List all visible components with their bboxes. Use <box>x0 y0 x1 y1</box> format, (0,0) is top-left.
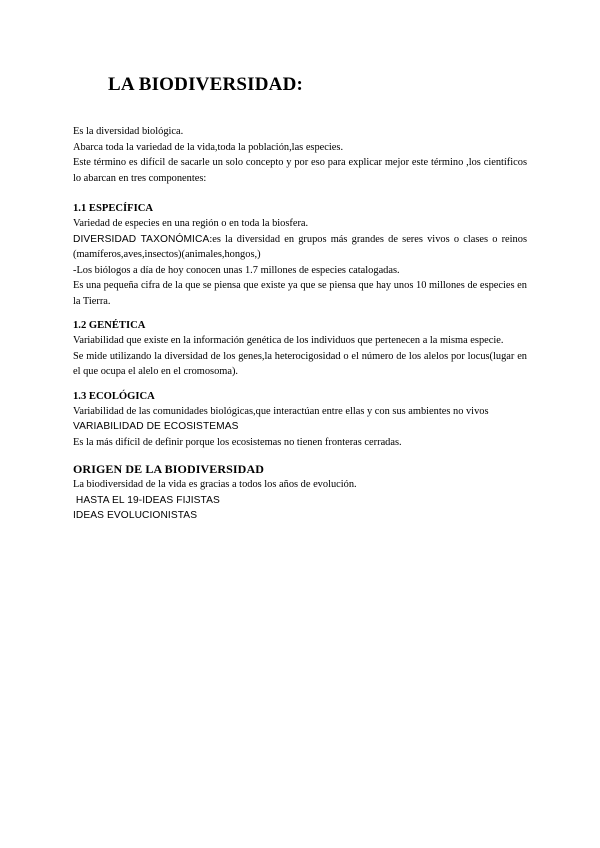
especifica-line-1: Variedad de especies en una región o en toda la biosfera. <box>73 218 309 229</box>
ecologica-line-2: VARIABILIDAD DE ECOSISTEMAS <box>73 421 239 432</box>
especifica-line-3: -Los biólogos a día de hoy conocen unas 1.7 millones de especies catalogadas. <box>73 264 400 276</box>
section-heading-especifica: 1.1 ESPECÍFICA <box>73 203 154 214</box>
origen-line-1: La biodiversidad de la vida es gracias a todos los años de evolución. <box>73 479 357 490</box>
section-heading-genetica: 1.2 GENÉTICA <box>73 320 146 331</box>
section-heading-origen: ORIGEN DE LA BIODIVERSIDAD <box>73 462 264 476</box>
genetica-line-1: Variabilidad que existe en la información genética de los individuos que pertenecen a la misma especie. <box>73 335 504 346</box>
intro-line-components: Este término es difícil de sacarle un solo concepto y por eso para explicar mejor este término ,los científicos lo abarcan en tres componentes: <box>73 157 527 184</box>
intro-line-scope: Abarca toda la variedad de la vida,toda la población,las especies. <box>73 141 344 153</box>
origen-line-2: HASTA EL 19-IDEAS FIJISTAS <box>73 494 220 506</box>
especifica-diversidad-paragraph <box>73 232 527 263</box>
ecologica-line-3: Es la más difícil de definir porque los ecosistemas no tienen fronteras cerradas. <box>73 436 402 448</box>
genetica-line-2: Se mide utilizando la diversidad de los genes,la heterocigosidad o el número de los alelos por locus(lugar en el que ocupa el alelo en el cromosoma). <box>73 350 527 377</box>
diversidad-taxonomica-text: :es la diversidad en grupos más grandes de seres vivos o clases o reinos (mamíferos,aves,insectos)(animales,hongos,) <box>73 233 527 260</box>
ecologica-line-1: Variabilidad de las comunidades biológicas,que interactúan entre ellas y con sus ambientes no vivos <box>73 405 489 417</box>
page-title: LA BIODIVERSIDAD: <box>108 74 304 95</box>
spacer <box>73 186 527 192</box>
document-body <box>73 124 527 524</box>
diversidad-taxonomica-label: DIVERSIDAD TAXONÓMICA <box>73 233 210 245</box>
intro-line-definition: Es la diversidad biológica. <box>73 126 184 137</box>
especifica-line-4: Es una pequeña cifra de la que se piensa que existe ya que se piensa que hay unos 10 millones de especies en la Tierra. <box>73 280 527 307</box>
section-heading-ecologica: 1.3 ECOLÓGICA <box>73 390 155 402</box>
origen-line-3: IDEAS EVOLUCIONISTAS <box>73 510 198 521</box>
